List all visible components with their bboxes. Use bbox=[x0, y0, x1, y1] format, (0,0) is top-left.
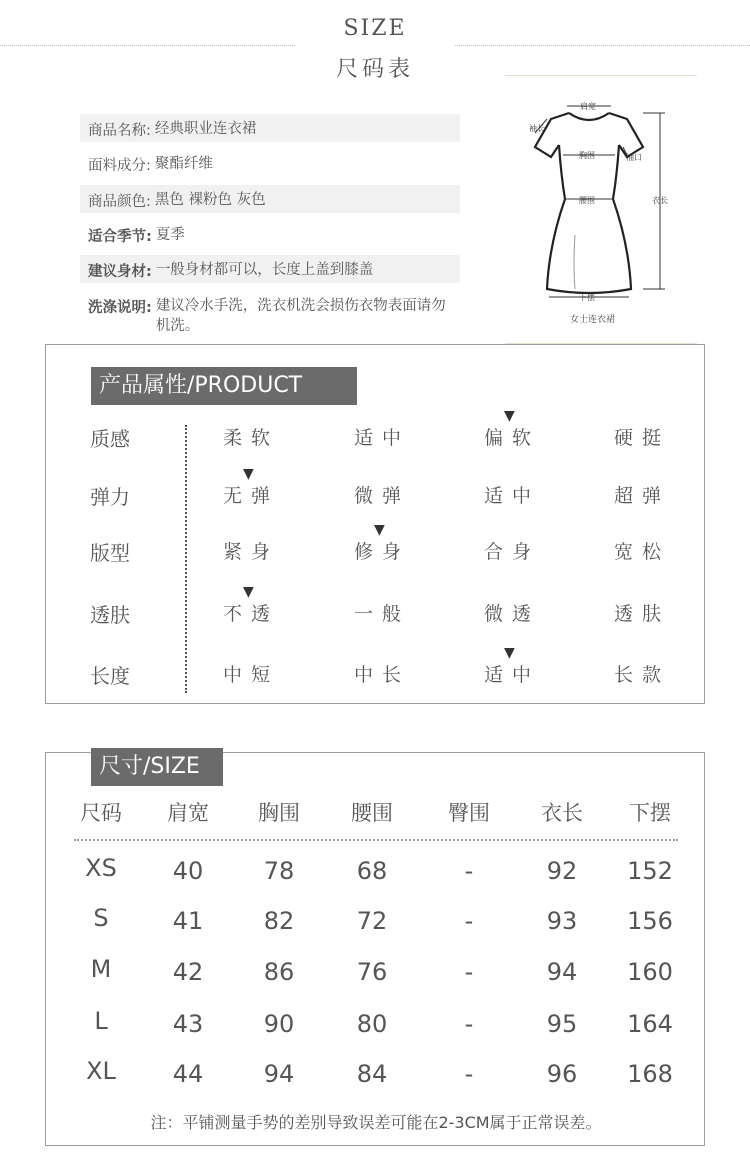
attribute-option bbox=[614, 660, 670, 687]
selected-marker-icon: ▼ bbox=[243, 466, 254, 482]
size-cell: 82 bbox=[263, 907, 295, 935]
size-table-row bbox=[46, 904, 706, 941]
info-value: 建议冷水手洗，洗衣机洗会损伤衣物表面请勿机洗。 bbox=[155, 298, 446, 334]
size-cell: 164 bbox=[627, 1010, 673, 1038]
info-label: 商品名称: bbox=[88, 123, 151, 139]
attribute-option bbox=[354, 423, 410, 450]
size-cell: XS bbox=[85, 854, 117, 882]
size-table-title: 尺寸/SIZE bbox=[91, 748, 223, 786]
size-cell: 90 bbox=[263, 1010, 295, 1038]
size-cell: 95 bbox=[546, 1010, 578, 1038]
sketch-label-length: 衣长 bbox=[652, 196, 668, 205]
size-cell: S bbox=[93, 904, 109, 932]
attribute-option bbox=[484, 537, 540, 564]
attribute-option-label: 微透 bbox=[484, 603, 541, 625]
size-column-header: 肩宽 bbox=[167, 801, 209, 825]
attribute-option-label: 超弹 bbox=[614, 485, 671, 507]
size-cell: 78 bbox=[263, 857, 295, 885]
sketch-label-cuff: 袖口 bbox=[626, 153, 642, 162]
info-label: 洗涤说明: bbox=[88, 300, 152, 316]
attribute-option bbox=[223, 423, 279, 450]
size-column-header: 下摆 bbox=[629, 801, 671, 825]
size-cell: 42 bbox=[172, 958, 204, 986]
attribute-option-label: 偏软 bbox=[484, 427, 541, 449]
info-row bbox=[80, 220, 460, 248]
header-divider-left bbox=[0, 45, 295, 46]
info-value: 夏季 bbox=[155, 227, 185, 243]
page-title-cn: 尺码表 bbox=[335, 57, 414, 82]
size-cell: 41 bbox=[172, 907, 204, 935]
attribute-option bbox=[223, 584, 280, 626]
size-cell: - bbox=[464, 1060, 474, 1088]
size-column-header: 臀围 bbox=[448, 801, 490, 825]
attribute-option-label: 柔软 bbox=[223, 427, 280, 449]
attribute-option-label: 硬挺 bbox=[614, 427, 671, 449]
size-cell: 94 bbox=[546, 958, 578, 986]
size-cell: 40 bbox=[172, 857, 204, 885]
attribute-option bbox=[614, 537, 670, 564]
product-attributes-panel bbox=[45, 344, 705, 704]
size-table-row bbox=[46, 854, 706, 891]
size-cell: 44 bbox=[172, 1060, 204, 1088]
page-title-en: SIZE bbox=[343, 16, 407, 41]
size-table-row bbox=[46, 1057, 706, 1094]
attribute-option-label: 适中 bbox=[484, 664, 541, 686]
info-row bbox=[80, 149, 460, 177]
header-divider-right bbox=[455, 45, 750, 46]
attribute-option bbox=[484, 481, 540, 508]
size-cell: - bbox=[464, 1010, 474, 1038]
attribute-option-label: 一般 bbox=[354, 603, 411, 625]
size-column-header: 腰围 bbox=[351, 801, 393, 825]
attribute-row bbox=[46, 408, 706, 463]
attribute-option-label: 无弹 bbox=[223, 485, 280, 507]
attribute-row bbox=[46, 466, 706, 521]
measurement-note: 注：平铺测量手势的差别导致误差可能在2-3CM属于正常误差。 bbox=[150, 1113, 602, 1132]
size-cell: 94 bbox=[263, 1060, 295, 1088]
attribute-option-label: 中长 bbox=[354, 664, 411, 686]
info-value: 一般身材都可以，长度上盖到膝盖 bbox=[155, 262, 374, 278]
attribute-option bbox=[354, 481, 410, 508]
attribute-option bbox=[223, 466, 280, 508]
size-cell: XL bbox=[86, 1057, 116, 1085]
selected-marker-icon: ▼ bbox=[504, 408, 515, 424]
info-row bbox=[80, 291, 460, 337]
size-cell: 168 bbox=[627, 1060, 673, 1088]
dress-sketch bbox=[505, 75, 697, 345]
info-value: 聚酯纤维 bbox=[154, 156, 213, 172]
size-cell: 152 bbox=[627, 857, 673, 885]
attribute-option bbox=[484, 408, 541, 450]
attribute-name: 长度 bbox=[90, 664, 130, 688]
attribute-row bbox=[46, 584, 706, 639]
size-cell: 68 bbox=[356, 857, 388, 885]
size-cell: 80 bbox=[356, 1010, 388, 1038]
info-label: 建议身材: bbox=[88, 264, 152, 280]
selected-marker-icon: ▼ bbox=[504, 645, 515, 661]
info-value: 经典职业连衣裙 bbox=[154, 121, 257, 137]
attribute-name: 透肤 bbox=[90, 603, 130, 627]
attribute-option bbox=[614, 599, 670, 626]
sketch-caption: 女士连衣裙 bbox=[569, 315, 615, 325]
size-cell: - bbox=[464, 857, 474, 885]
attribute-name: 弹力 bbox=[90, 485, 130, 509]
attribute-option-label: 宽松 bbox=[614, 541, 671, 563]
info-label: 适合季节: bbox=[88, 229, 152, 245]
attribute-option-label: 微弹 bbox=[354, 485, 411, 507]
attribute-option bbox=[484, 599, 540, 626]
product-attributes-title: 产品属性/PRODUCT bbox=[91, 367, 357, 405]
size-table-row bbox=[46, 1007, 706, 1044]
size-cell: 160 bbox=[627, 958, 673, 986]
size-cell: M bbox=[90, 955, 112, 983]
attribute-option-label: 不透 bbox=[223, 603, 280, 625]
size-column-header: 胸围 bbox=[258, 801, 300, 825]
attribute-option bbox=[354, 599, 410, 626]
attribute-option-label: 紧身 bbox=[223, 541, 280, 563]
attribute-option-label: 适中 bbox=[484, 485, 541, 507]
info-label: 商品颜色: bbox=[88, 194, 151, 210]
attribute-option-label: 透肤 bbox=[614, 603, 671, 625]
attribute-option-label: 长款 bbox=[614, 664, 671, 686]
size-table-header bbox=[46, 797, 706, 829]
attribute-row bbox=[46, 522, 706, 577]
size-cell: 92 bbox=[546, 857, 578, 885]
attribute-option bbox=[614, 423, 670, 450]
attribute-option-label: 适中 bbox=[354, 427, 411, 449]
attribute-option-label: 修身 bbox=[354, 541, 411, 563]
size-table-row bbox=[46, 955, 706, 992]
size-cell: 96 bbox=[546, 1060, 578, 1088]
attribute-option bbox=[614, 481, 670, 508]
attribute-option bbox=[484, 645, 541, 687]
attribute-option bbox=[223, 537, 279, 564]
size-cell: 84 bbox=[356, 1060, 388, 1088]
attribute-option bbox=[354, 522, 411, 564]
info-row bbox=[80, 185, 460, 213]
size-cell: - bbox=[464, 907, 474, 935]
attribute-option bbox=[354, 660, 410, 687]
dress-outline-icon bbox=[505, 75, 697, 345]
size-column-header: 尺码 bbox=[80, 801, 122, 825]
size-cell: 93 bbox=[546, 907, 578, 935]
info-row bbox=[80, 114, 460, 142]
sketch-label-sleeve: 袖长 bbox=[529, 124, 545, 133]
size-cell: 86 bbox=[263, 958, 295, 986]
attribute-name: 版型 bbox=[90, 541, 130, 565]
attribute-name: 质感 bbox=[90, 427, 130, 451]
attribute-row bbox=[46, 645, 706, 700]
size-cell: L bbox=[94, 1007, 108, 1035]
sketch-label-chest: 胸围 bbox=[579, 151, 595, 160]
sketch-label-waist: 腰围 bbox=[579, 196, 595, 205]
attribute-option bbox=[223, 660, 279, 687]
size-table-panel bbox=[45, 752, 705, 1146]
size-cell: 43 bbox=[172, 1010, 204, 1038]
sketch-label-shoulder: 肩宽 bbox=[580, 102, 596, 111]
info-value: 黑色 裸粉色 灰色 bbox=[154, 192, 266, 208]
info-label: 面料成分: bbox=[88, 158, 151, 174]
size-table-divider bbox=[74, 839, 678, 841]
selected-marker-icon: ▼ bbox=[374, 522, 385, 538]
sketch-label-hem: 下摆 bbox=[579, 293, 595, 302]
size-cell: 156 bbox=[627, 907, 673, 935]
size-column-header: 衣长 bbox=[541, 801, 583, 825]
info-row bbox=[80, 255, 460, 283]
selected-marker-icon: ▼ bbox=[243, 584, 254, 600]
size-cell: - bbox=[464, 958, 474, 986]
attribute-option-label: 中短 bbox=[223, 664, 280, 686]
size-cell: 76 bbox=[356, 958, 388, 986]
size-cell: 72 bbox=[356, 907, 388, 935]
attribute-option-label: 合身 bbox=[484, 541, 541, 563]
